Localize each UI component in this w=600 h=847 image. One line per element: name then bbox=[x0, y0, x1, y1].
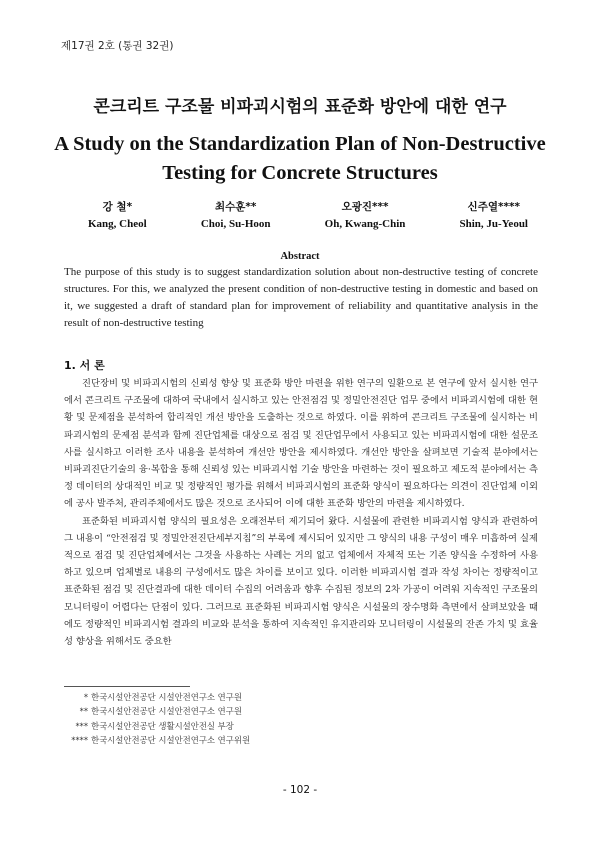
footnote bbox=[64, 690, 364, 704]
korean-title: 콘크리트 구조물 비파괴시험의 표준화 방안에 대한 연구 bbox=[93, 97, 507, 117]
body-text bbox=[64, 375, 538, 650]
abstract-text: The purpose of this study is to suggest standardization solution about non-destructive testing of concrete structures. For this, we analyzed the present condition of non-destructive testing in domestic and based on it, we suggested a draft of standard plan for improvement of reliability and quantitative analysis in the result of non-destructive testing bbox=[64, 266, 538, 329]
footnote-text: 한국시설안전공단 시설안전연구소 연구원 bbox=[91, 692, 242, 702]
footnote-text: 한국시설안전공단 시설안전연구소 연구원 bbox=[91, 706, 242, 717]
footnote bbox=[64, 733, 364, 747]
footnotes bbox=[64, 690, 364, 747]
footnote-divider bbox=[64, 686, 190, 687]
footnote-mark: **** bbox=[71, 734, 88, 745]
footnote bbox=[64, 704, 364, 718]
paragraph: 진단장비 및 비파괴시험의 신뢰성 향상 및 표준화 방안 마련을 위한 연구의 일환으로 본 연구에 앞서 실시한 연구에서 콘크리트 구조물에 대하여 국내에서 실시하고 있는 안전점검 및 정밀안전진단 업무 중에서 비파괴시험에 대한 현황 및 문제점을 분석하여 합리적인 개선 방안을 도출하는 것으로 하였다. 이를 위하여 콘크리트 구조물에 실시하는 비파괴시험의 문제점 분석과 함께 진단업체를 대상으로 점검 및 진단업무에서 사용되고 있는 비파괴시험에 대한 설문조사를 실시하고 이러한 조사 내용을 분석하여 개선안 방안을 제시하였다. 개선안 방안을 살펴보면 기술적 분야에서는 비파괴진단기술의 융·복합을 통해 신뢰성 있는 비파괴시험 기술 방안을 마련하는 것이 필요하고 제도적 분야에서는 측정 데이터의 상대적인 비교 및 정량적인 평가를 위해서 비파괴시험의 표준화 양식이 필요하다는 의견이 진단업체 이외에 공사 발주처, 관리주체에서도 많은 것으로 조사되어 이에 대한 표준화 방안의 마련을 제시하였다. bbox=[64, 378, 538, 510]
footnote-text: 한국시설안전공단 생활시설안전실 부장 bbox=[91, 720, 234, 731]
english-title: A Study on the Standardization Plan of Non-Destructive Testing for Concrete Structures bbox=[54, 133, 546, 184]
abstract-heading: Abstract bbox=[280, 251, 320, 262]
footnote-mark: *** bbox=[75, 720, 88, 731]
author-name-en: Choi, Su-Hoon bbox=[200, 218, 271, 230]
page-number: - 102 - bbox=[282, 784, 318, 796]
author-name-ko: 신주열**** bbox=[467, 201, 520, 213]
author-3 bbox=[325, 199, 406, 230]
author-name-en: Shin, Ju-Yeoul bbox=[459, 218, 528, 230]
footnote bbox=[64, 719, 364, 733]
journal-info: 제17권 2호 (통권 32권) bbox=[61, 40, 174, 52]
section-heading: 1. 서 론 bbox=[64, 359, 105, 372]
footnote-mark: * bbox=[83, 692, 88, 702]
author-1 bbox=[88, 199, 147, 230]
author-name-ko: 오광진*** bbox=[341, 201, 389, 213]
author-name-ko: 최수훈** bbox=[214, 201, 257, 213]
author-2 bbox=[201, 199, 271, 230]
footnote-text: 한국시설안전공단 시설안전연구소 연구위원 bbox=[91, 734, 251, 745]
author-name-en: Oh, Kwang-Chin bbox=[324, 218, 406, 230]
author-list bbox=[88, 199, 528, 230]
author-4 bbox=[460, 199, 528, 230]
paragraph: 표준화된 비파괴시험 양식의 필요성은 오래전부터 제기되어 왔다. 시설물에 관련한 비파괴시험 양식과 관련하여 그 내용이 “안전점검 및 정밀안전진단세부지침”의 부록에 제시되어 있지만 그 양식의 내용 구성이 매우 미흡하여 실제적으로 점검 및 진단업체에서는 그것을 사용하는 사례는 거의 없고 업체에서 자체적 또는 기존 양식을 수정하여 사용하고 있으며 업체별로 내용의 구성에서도 많은 차이를 보이고 있다. 이러한 비파괴시험 결과 작성 차이는 정량적이고 표준화된 점검 및 진단결과에 대한 데이터 수집의 어려움과 향후 수집된 정보의 2차 가공이 어려워 지속적인 구조물의 모니터링이 어렵다는 단점이 있다. 그러므로 표준화된 비파괴시험 양식은 시설물의 장수명화 측면에서 살펴보았을 때에도 정량적인 비파괴시험 결과의 비교와 분석을 통하여 지속적인 유지관리와 모니터링이 시설물의 잔존 가치 및 효율성 향상을 위해서도 중요한 bbox=[64, 515, 538, 648]
author-name-ko: 강 철* bbox=[102, 201, 133, 213]
author-name-en: Kang, Cheol bbox=[88, 218, 147, 230]
footnote-mark: ** bbox=[79, 706, 88, 717]
